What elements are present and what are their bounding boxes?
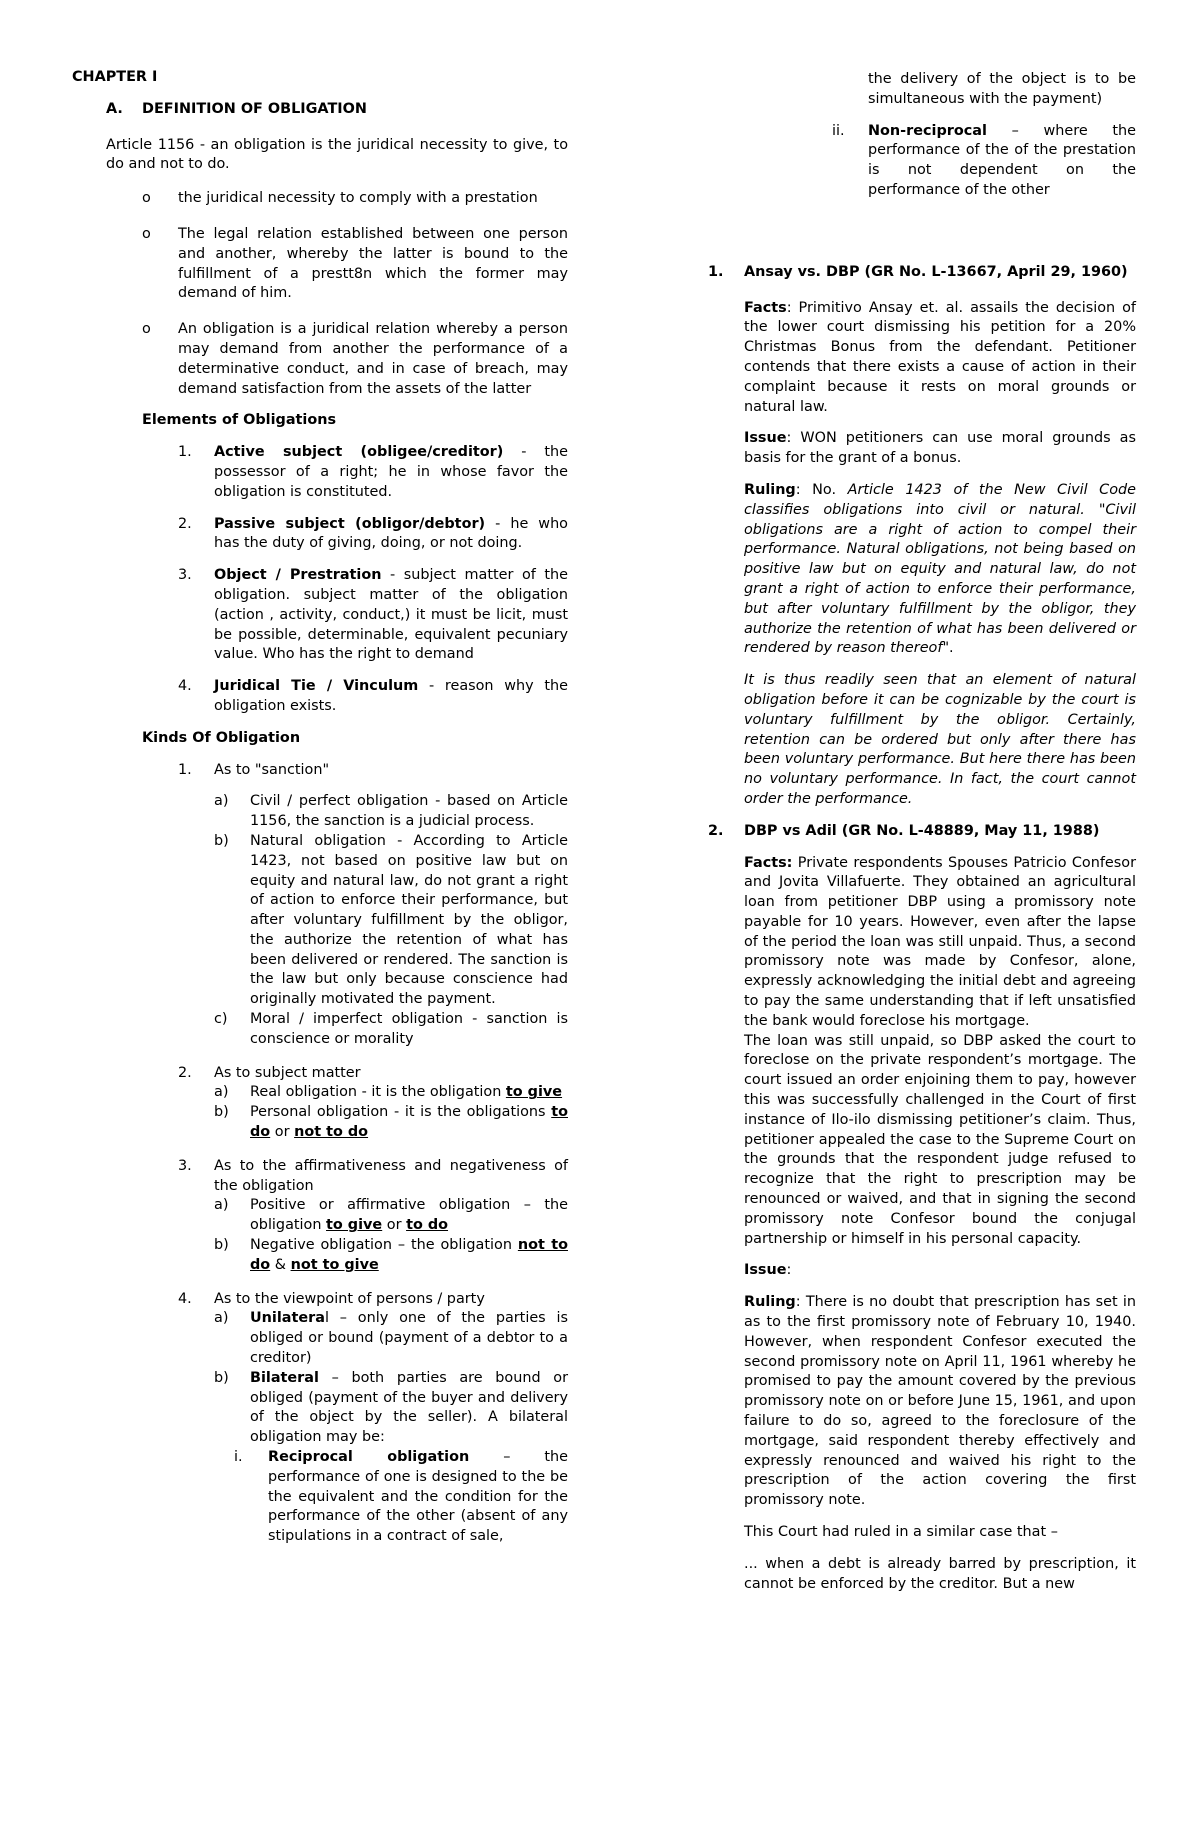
sub-item: a) Positive or affirmative obligation – the obligation to give or to do bbox=[214, 1197, 568, 1234]
kind-item: 1. As to "sanction" bbox=[178, 761, 330, 778]
case-heading: 2. DBP vs Adil (GR No. L-48889, May 11, 1988) bbox=[708, 822, 1100, 839]
sub-item: c) Moral / imperfect obligation - sanction is conscience or morality bbox=[214, 1011, 568, 1047]
case-facts: Facts: Private respondents Spouses Patricio Confesor and Jovita Villafuerte. They obtained an agricultural loan from petitioner DBP using a promissory note payable for 10 years. However, even after the lapse of the period the loan was still unpaid. Thus, a second promissory note was made by Confesor, alone, expressly acknowledging the initial debt and agreeing to pay the same understanding that if left unsatisfied the bank would foreclose his mortgage. bbox=[744, 854, 1136, 1029]
sub-item: a) Unilateral – only one of the parties is obliged or bound (payment of a debtor to a creditor) bbox=[214, 1310, 568, 1367]
case-quote: ... when a debt is already barred by prescription, it cannot be enforced by the creditor. But a new bbox=[744, 1555, 1136, 1592]
kinds-list bbox=[178, 761, 568, 1547]
element-item: 1. Active subject (obligee/creditor) - the possessor of a right; he in whose favor the obligation is constituted. bbox=[178, 444, 568, 500]
case-ruling: Ruling: No. Article 1423 of the New Civil Code classifies obligations into civil or natural. "Civil obligations are a right of action to compel their performance. Natural obligations, not being based on positive law but on equity and natural law, do not grant a right of action to enforce their performance, but after voluntary fulfillment by the obligor, they authorize the retention of what has been delivered or rendered by reason thereof". bbox=[744, 481, 1137, 657]
case-issue: Issue: WON petitioners can use moral grounds as basis for the grant of a bonus. bbox=[744, 430, 1136, 467]
sub-item: a) Real obligation - it is the obligation to give bbox=[214, 1084, 563, 1101]
case-paragraph: This Court had ruled in a similar case that – bbox=[744, 1524, 1058, 1540]
kind-subitems bbox=[214, 792, 568, 1049]
case-facts-continued: The loan was still unpaid, so DBP asked the court to foreclose on the private respondent’s mortgage. The court issued an order enjoining them to pay, however this was successfully challenged in the Court of first instance of Ilo-ilo dismissing petitioner’s claim. Thus, petitioner appealed the case to the Supreme Court on the grounds that the respondent judge refused to recognize that the right to prescription may be renounced or waived, and that in signing the second promissory note Confesor bound the conjugal partnership or himself in his personal capacity. bbox=[744, 1032, 1136, 1247]
bullet-item: o The legal relation established between one person and another, whereby the latter is bound to the fulfillment of a prestt8n which the former may demand of him. bbox=[142, 225, 568, 302]
sub-item: b) Personal obligation - it is the obligations to do or not to do bbox=[214, 1104, 568, 1141]
chapter-heading: CHAPTER I bbox=[72, 69, 158, 85]
kind-item: 2. As to subject matter bbox=[178, 1064, 361, 1081]
continued-text: the delivery of the object is to be simultaneous with the payment) bbox=[868, 71, 1136, 107]
sub-item: b) Negative obligation – the obligation not to do & not to give bbox=[214, 1237, 568, 1273]
kind-item: 3. As to the affirmativeness and negativeness of the obligation bbox=[178, 1157, 568, 1194]
case-ruling: Ruling: There is no doubt that prescription has set in as to the first promissory note of February 10, 1940. However, when respondent Confesor executed the second promissory note on April 11, 1961 whereby he promised to pay the amount covered by the previous promissory note on or before June 15, 1961, and upon failure to do so, agreed to the foreclosure of the mortgage, said respondent thereby effectively and expressly renounced and waived his right to the prescription of the action covering the first promissory note. bbox=[744, 1294, 1136, 1509]
element-item: 3. Object / Prestration - subject matter of the obligation. subject matter of the obligation (action , activity, conduct,) it must be licit, must be possible, determinable, equivalent pecuniary value. Who has the right to demand bbox=[178, 567, 568, 663]
case-issue: Issue: bbox=[744, 1262, 792, 1279]
kind-subitems bbox=[214, 1309, 568, 1547]
sub-item: a) Civil / perfect obligation - based on Article 1156, the sanction is a judicial process. bbox=[214, 793, 568, 830]
case-body bbox=[744, 299, 1136, 810]
bullet-item: o An obligation is a juridical relation whereby a person may demand from another the performance of a determinative conduct, and in case of breach, may demand satisfaction from the assets of the latter bbox=[142, 321, 568, 397]
sub-sub-item: ii. Non-reciprocal – where the performance of the of the prestation is not dependent on the performance of the other bbox=[832, 122, 1136, 198]
case-heading: 1. Ansay vs. DBP (GR No. L-13667, April 29, 1960) bbox=[708, 263, 1128, 280]
section-heading: A. DEFINITION OF OBLIGATION bbox=[106, 100, 367, 117]
kind-item: 4. As to the viewpoint of persons / party bbox=[178, 1290, 485, 1307]
element-item: 4. Juridical Tie / Vinculum - reason why the obligation exists. bbox=[178, 678, 568, 714]
article-definition: Article 1156 - an obligation is the juridical necessity to give, to do and not to do. bbox=[106, 136, 568, 173]
bullet-item: o the juridical necessity to comply with a prestation bbox=[142, 190, 538, 207]
sub-item: b) Natural obligation - According to Article 1423, not based on positive law but on equity and natural law, do not grant a right of action to enforce their performance, but after voluntary fulfillment by the obligor, the authorize the retention of what has been delivered or rendered. The sanction is the law but only because conscience had originally motivated the payment. bbox=[214, 832, 568, 1008]
kind-subitems bbox=[214, 1196, 568, 1275]
element-item: 2. Passive subject (obligor/debtor) - he who has the duty of giving, doing, or not doing. bbox=[178, 515, 568, 552]
kinds-heading: Kinds Of Obligation bbox=[142, 729, 301, 746]
right-column bbox=[708, 70, 1137, 1594]
elements-heading: Elements of Obligations bbox=[142, 412, 337, 429]
left-column bbox=[72, 68, 568, 1547]
sub-item: b) Bilateral – both parties are bound or obliged (payment of the buyer and delivery of the object by the seller). A bilateral obligation may be: bbox=[214, 1369, 568, 1446]
elements-list bbox=[178, 443, 568, 717]
sub-sub-item: i. Reciprocal obligation – the performance of one is designed to the be the equivalent and the condition for the performance of the other (absent of any stipulations in a contract of sale, bbox=[234, 1449, 568, 1545]
case-paragraph: It is thus readily seen that an element of natural obligation before it can be cognizable by the court is voluntary fulfillment by the obligor. Certainly, retention can be ordered but only after there has been voluntary performance. But here there has been no voluntary performance. In fact, the court cannot order the performance. bbox=[744, 672, 1136, 807]
case-body bbox=[744, 854, 1136, 1595]
kind-subitems bbox=[214, 1083, 568, 1142]
definition-bullets bbox=[142, 189, 568, 399]
case-facts: Facts: Primitivo Ansay et. al. assails the decision of the lower court dismissing his petition for a 20% Christmas Bonus from the defendant. Petitioner contends that there exists a cause of action in their complaint because it rests on moral grounds or natural law. bbox=[744, 299, 1136, 415]
